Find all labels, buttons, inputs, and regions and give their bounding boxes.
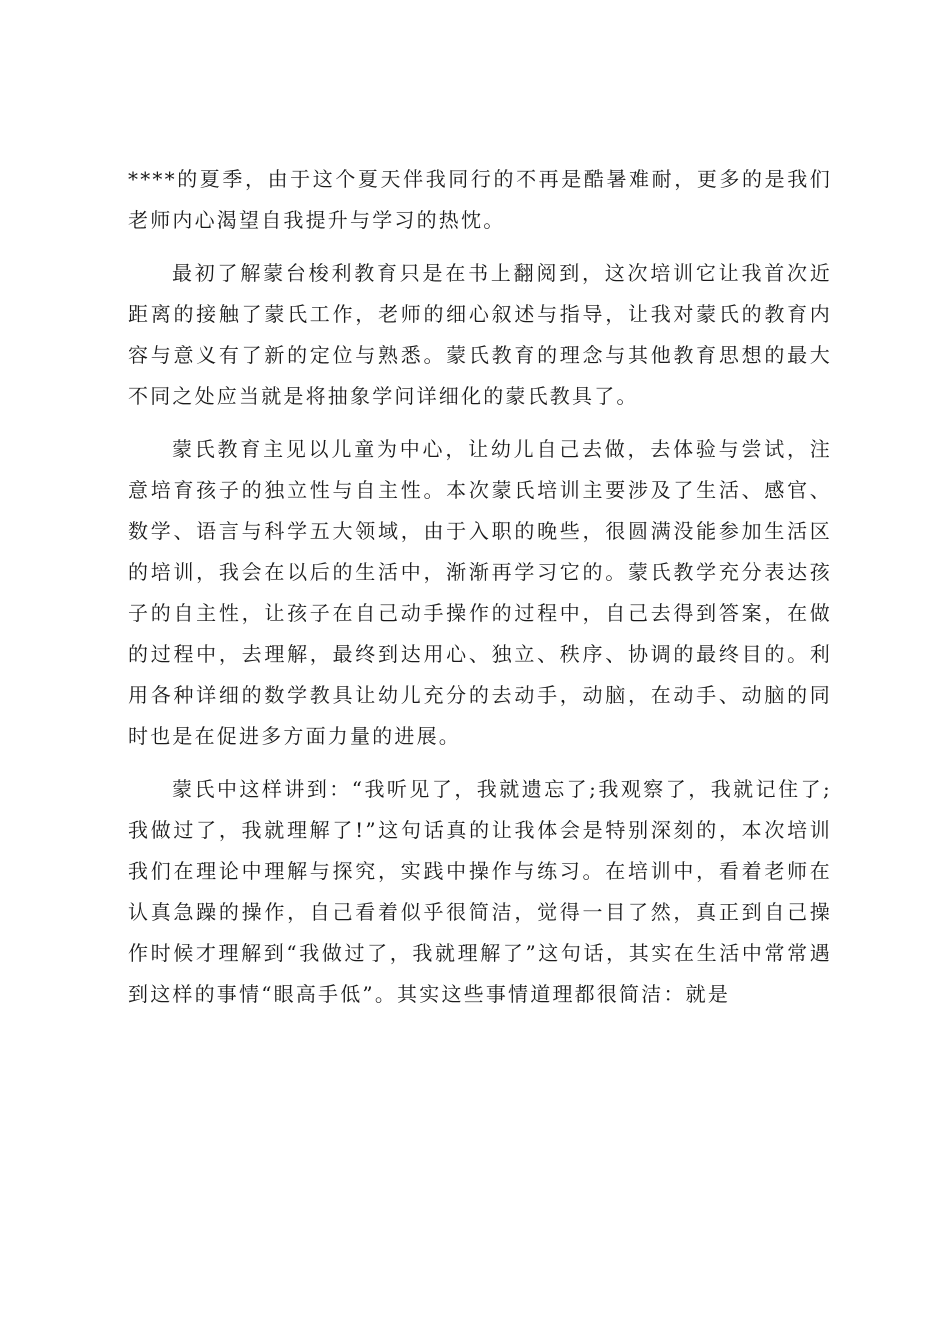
paragraph-4: 蒙氏中这样讲到：“我听见了，我就遗忘了;我观察了，我就记住了;我做过了，我就理解了!”这句话真的让我体会是特别深刻的，本次培训我们在理论中理解与探究，实践中操作与练习。在培训中，看着老师在认真急躁的操作，自己看着似乎很简洁，觉得一目了然，真正到自己操作时候才理解到“我做过了，我就理解了”这句话，其实在生活中常常遇到这样的事情“眼高手低”。其实这些事情道理都很简洁：就是 xyxy=(128,777,832,1006)
paragraph-3: 蒙氏教育主见以儿童为中心，让幼儿自己去做，去体验与尝试，注意培育孩子的独立性与自主性。本次蒙氏培训主要涉及了生活、感官、数学、语言与科学五大领域，由于入职的晚些，很圆满没能参加生活区的培训，我会在以后的生活中，渐渐再学习它的。蒙氏教学充分表达孩子的自主性，让孩子在自己动手操作的过程中，自己去得到答案，在做的过程中，去理解，最终到达用心、独立、秩序、协调的最终目的。利用各种详细的数学教具让幼儿充分的去动手，动脑，在动手、动脑的同时也是在促进多方面力量的进展。 xyxy=(128,437,832,748)
paragraph-1: ****的夏季，由于这个夏天伴我同行的不再是酷暑难耐，更多的是我们老师内心渴望自我提升与学习的热忱。 xyxy=(128,167,832,232)
document-body xyxy=(128,159,832,1027)
paragraph-2: 最初了解蒙台梭利教育只是在书上翻阅到，这次培训它让我首次近距离的接触了蒙氏工作，老师的细心叙述与指导，让我对蒙氏的教育内容与意义有了新的定位与熟悉。蒙氏教育的理念与其他教育思想的最大不同之处应当就是将抽象学问详细化的蒙氏教具了。 xyxy=(128,261,832,408)
